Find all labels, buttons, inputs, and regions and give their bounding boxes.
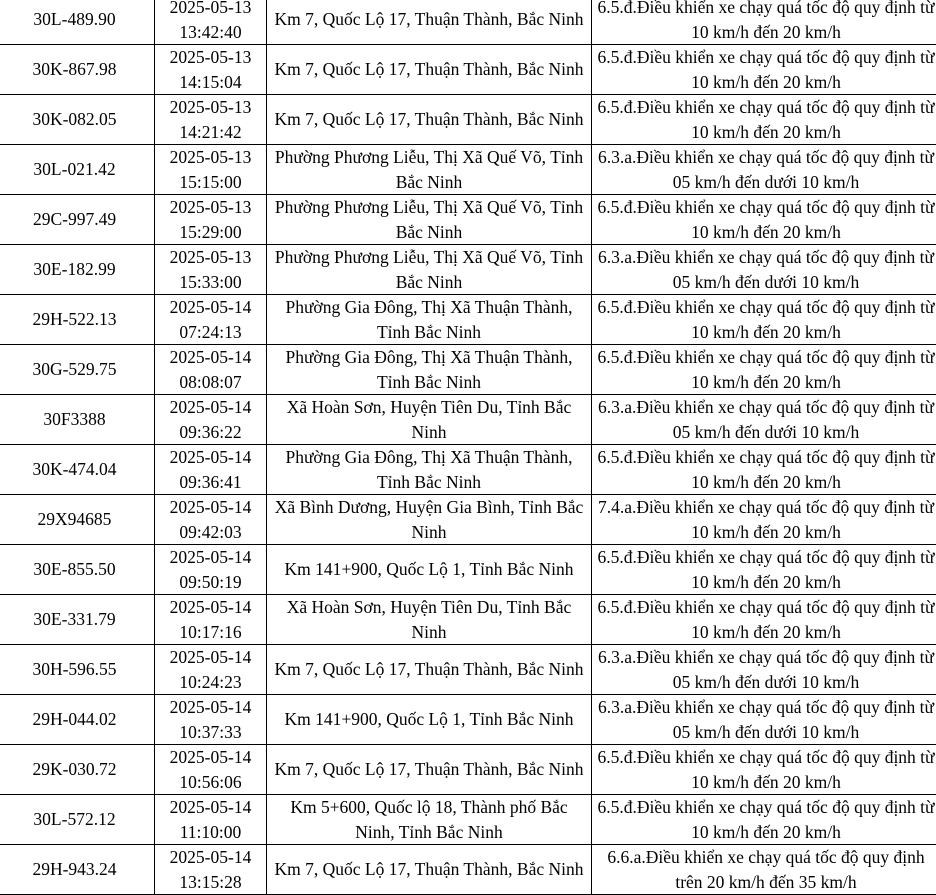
location-cell — [267, 0, 592, 45]
timestamp-cell — [155, 45, 267, 95]
location-cell — [267, 145, 592, 195]
violation-date: 2025-05-13 — [157, 245, 264, 270]
violation-description: 6.3.a.Điều khiển xe chạy quá tốc độ quy định từ 05 km/h đến dưới 10 km/h — [598, 647, 934, 692]
violation-time: 08:08:07 — [157, 370, 264, 395]
license-plate-cell — [0, 445, 155, 495]
license-plate: 30F3388 — [43, 409, 105, 429]
violation-description: 6.5.đ.Điều khiển xe chạy quá tốc độ quy định từ 10 km/h đến 20 km/h — [597, 597, 934, 642]
timestamp-cell — [155, 595, 267, 645]
license-plate-cell — [0, 495, 155, 545]
violation-location: Km 7, Quốc Lộ 17, Thuận Thành, Bắc Ninh — [275, 859, 584, 879]
table-row — [0, 745, 936, 795]
table-row — [0, 545, 936, 595]
license-plate: 30L-572.12 — [33, 809, 115, 829]
violation-cell — [592, 45, 936, 95]
table-row — [0, 695, 936, 745]
violation-time: 09:36:22 — [157, 420, 264, 445]
location-cell — [267, 745, 592, 795]
location-cell — [267, 445, 592, 495]
violation-time: 14:21:42 — [157, 120, 264, 145]
violation-date: 2025-05-14 — [157, 445, 264, 470]
violation-description: 6.5.đ.Điều khiển xe chạy quá tốc độ quy định từ 10 km/h đến 20 km/h — [597, 0, 934, 42]
license-plate-cell — [0, 595, 155, 645]
license-plate-cell — [0, 95, 155, 145]
violation-time: 09:42:03 — [157, 520, 264, 545]
violation-time: 09:36:41 — [157, 470, 264, 495]
violation-date: 2025-05-14 — [157, 295, 264, 320]
violation-description: 6.3.a.Điều khiển xe chạy quá tốc độ quy định từ 05 km/h đến dưới 10 km/h — [598, 147, 934, 192]
location-cell — [267, 195, 592, 245]
violation-description: 6.3.a.Điều khiển xe chạy quá tốc độ quy định từ 05 km/h đến dưới 10 km/h — [598, 697, 934, 742]
violation-cell — [592, 345, 936, 395]
violation-description: 6.6.a.Điều khiển xe chạy quá tốc độ quy định trên 20 km/h đến 35 km/h — [607, 847, 924, 892]
violation-description: 6.3.a.Điều khiển xe chạy quá tốc độ quy định từ 05 km/h đến dưới 10 km/h — [598, 247, 934, 292]
violation-date: 2025-05-13 — [157, 145, 264, 170]
violation-date: 2025-05-13 — [157, 45, 264, 70]
license-plate: 30E-331.79 — [33, 609, 115, 629]
violation-description: 6.5.đ.Điều khiển xe chạy quá tốc độ quy định từ 10 km/h đến 20 km/h — [597, 97, 934, 142]
table-row — [0, 645, 936, 695]
violation-cell — [592, 845, 936, 895]
violation-date: 2025-05-14 — [157, 495, 264, 520]
table-row — [0, 0, 936, 45]
violation-date: 2025-05-13 — [157, 195, 264, 220]
location-cell — [267, 395, 592, 445]
license-plate: 30K-474.04 — [32, 459, 116, 479]
table-row — [0, 795, 936, 845]
table-row — [0, 395, 936, 445]
license-plate: 30G-529.75 — [32, 359, 116, 379]
table-row — [0, 145, 936, 195]
violation-location: Xã Hoàn Sơn, Huyện Tiên Du, Tỉnh Bắc Ninh — [287, 597, 572, 642]
timestamp-cell — [155, 195, 267, 245]
license-plate-cell — [0, 695, 155, 745]
license-plate-cell — [0, 795, 155, 845]
location-cell — [267, 45, 592, 95]
violation-date: 2025-05-14 — [157, 595, 264, 620]
timestamp-cell — [155, 345, 267, 395]
violation-description: 6.5.đ.Điều khiển xe chạy quá tốc độ quy định từ 10 km/h đến 20 km/h — [597, 47, 934, 92]
table-row — [0, 845, 936, 895]
violation-cell — [592, 645, 936, 695]
violation-cell — [592, 95, 936, 145]
location-cell — [267, 695, 592, 745]
violation-cell — [592, 495, 936, 545]
violation-description: 6.5.đ.Điều khiển xe chạy quá tốc độ quy định từ 10 km/h đến 20 km/h — [597, 297, 934, 342]
license-plate-cell — [0, 545, 155, 595]
violation-location: Phường Phương Liễu, Thị Xã Quế Võ, Tỉnh Bắc Ninh — [275, 147, 583, 192]
timestamp-cell — [155, 95, 267, 145]
violation-description: 7.4.a.Điều khiển xe chạy quá tốc độ quy định từ 10 km/h đến 20 km/h — [598, 497, 934, 542]
violation-location: Phường Gia Đông, Thị Xã Thuận Thành, Tỉnh Bắc Ninh — [285, 347, 572, 392]
timestamp-cell — [155, 845, 267, 895]
violation-location: Km 5+600, Quốc lộ 18, Thành phố Bắc Ninh, Tỉnh Bắc Ninh — [290, 797, 567, 842]
violation-time: 13:15:28 — [157, 870, 264, 895]
violation-cell — [592, 795, 936, 845]
license-plate: 29K-030.72 — [32, 759, 116, 779]
violation-cell — [592, 245, 936, 295]
violation-date: 2025-05-14 — [157, 645, 264, 670]
violation-location: Km 7, Quốc Lộ 17, Thuận Thành, Bắc Ninh — [275, 759, 584, 779]
table-row — [0, 245, 936, 295]
location-cell — [267, 245, 592, 295]
violation-cell — [592, 695, 936, 745]
violation-description: 6.5.đ.Điều khiển xe chạy quá tốc độ quy định từ 10 km/h đến 20 km/h — [597, 797, 934, 842]
violation-date: 2025-05-14 — [157, 845, 264, 870]
location-cell — [267, 495, 592, 545]
table-row — [0, 595, 936, 645]
violation-cell — [592, 195, 936, 245]
license-plate: 29X94685 — [38, 509, 112, 529]
location-cell — [267, 345, 592, 395]
violation-date: 2025-05-14 — [157, 745, 264, 770]
violation-location: Phường Phương Liễu, Thị Xã Quế Võ, Tỉnh Bắc Ninh — [275, 197, 583, 242]
license-plate: 30E-855.50 — [33, 559, 115, 579]
license-plate: 29H-044.02 — [32, 709, 116, 729]
license-plate-cell — [0, 195, 155, 245]
violation-location: Km 7, Quốc Lộ 17, Thuận Thành, Bắc Ninh — [275, 659, 584, 679]
violation-description: 6.5.đ.Điều khiển xe chạy quá tốc độ quy định từ 10 km/h đến 20 km/h — [597, 547, 934, 592]
violation-location: Km 7, Quốc Lộ 17, Thuận Thành, Bắc Ninh — [275, 9, 584, 29]
license-plate: 30K-082.05 — [32, 109, 116, 129]
table-row — [0, 95, 936, 145]
timestamp-cell — [155, 245, 267, 295]
violation-location: Xã Hoàn Sơn, Huyện Tiên Du, Tỉnh Bắc Ninh — [287, 397, 572, 442]
violation-location: Xã Bình Dương, Huyện Gia Bình, Tỉnh Bắc Ninh — [275, 497, 584, 542]
table-row — [0, 445, 936, 495]
license-plate: 30H-596.55 — [32, 659, 116, 679]
table-row — [0, 195, 936, 245]
license-plate-cell — [0, 145, 155, 195]
violation-date: 2025-05-14 — [157, 545, 264, 570]
timestamp-cell — [155, 695, 267, 745]
license-plate-cell — [0, 745, 155, 795]
timestamp-cell — [155, 795, 267, 845]
violation-time: 15:33:00 — [157, 270, 264, 295]
violation-cell — [592, 745, 936, 795]
table-row — [0, 495, 936, 545]
violation-time: 15:29:00 — [157, 220, 264, 245]
timestamp-cell — [155, 145, 267, 195]
license-plate-cell — [0, 45, 155, 95]
license-plate: 30E-182.99 — [33, 259, 115, 279]
timestamp-cell — [155, 0, 267, 45]
violation-location: Km 141+900, Quốc Lộ 1, Tỉnh Bắc Ninh — [284, 709, 573, 729]
violation-date: 2025-05-14 — [157, 395, 264, 420]
timestamp-cell — [155, 395, 267, 445]
license-plate: 29H-943.24 — [32, 859, 116, 879]
violation-cell — [592, 0, 936, 45]
violation-time: 09:50:19 — [157, 570, 264, 595]
violation-location: Km 7, Quốc Lộ 17, Thuận Thành, Bắc Ninh — [275, 59, 584, 79]
violation-time: 14:15:04 — [157, 70, 264, 95]
license-plate-cell — [0, 645, 155, 695]
violation-description: 6.5.đ.Điều khiển xe chạy quá tốc độ quy định từ 10 km/h đến 20 km/h — [597, 347, 934, 392]
location-cell — [267, 95, 592, 145]
violation-cell — [592, 145, 936, 195]
violation-date: 2025-05-13 — [157, 95, 264, 120]
violation-time: 13:42:40 — [157, 20, 264, 45]
license-plate-cell — [0, 845, 155, 895]
location-cell — [267, 295, 592, 345]
violation-time: 10:17:16 — [157, 620, 264, 645]
violation-location: Phường Gia Đông, Thị Xã Thuận Thành, Tỉnh Bắc Ninh — [285, 447, 572, 492]
license-plate-cell — [0, 0, 155, 45]
license-plate-cell — [0, 345, 155, 395]
violation-cell — [592, 595, 936, 645]
license-plate: 29H-522.13 — [32, 309, 116, 329]
violation-time: 10:37:33 — [157, 720, 264, 745]
timestamp-cell — [155, 745, 267, 795]
violation-time: 10:24:23 — [157, 670, 264, 695]
violation-location: Km 141+900, Quốc Lộ 1, Tỉnh Bắc Ninh — [284, 559, 573, 579]
location-cell — [267, 645, 592, 695]
license-plate-cell — [0, 295, 155, 345]
violation-description: 6.5.đ.Điều khiển xe chạy quá tốc độ quy định từ 10 km/h đến 20 km/h — [597, 747, 934, 792]
violation-time: 15:15:00 — [157, 170, 264, 195]
license-plate-cell — [0, 245, 155, 295]
violation-date: 2025-05-14 — [157, 345, 264, 370]
violation-time: 11:10:00 — [157, 820, 264, 845]
table-row — [0, 45, 936, 95]
violation-description: 6.5.đ.Điều khiển xe chạy quá tốc độ quy định từ 10 km/h đến 20 km/h — [597, 447, 934, 492]
license-plate: 30K-867.98 — [32, 59, 116, 79]
violation-description: 6.5.đ.Điều khiển xe chạy quá tốc độ quy định từ 10 km/h đến 20 km/h — [597, 197, 934, 242]
violation-description: 6.3.a.Điều khiển xe chạy quá tốc độ quy định từ 05 km/h đến dưới 10 km/h — [598, 397, 934, 442]
violation-cell — [592, 295, 936, 345]
violation-date: 2025-05-14 — [157, 795, 264, 820]
license-plate: 29C-997.49 — [33, 209, 116, 229]
violation-time: 10:56:06 — [157, 770, 264, 795]
table-row — [0, 295, 936, 345]
violation-cell — [592, 545, 936, 595]
violation-location: Km 7, Quốc Lộ 17, Thuận Thành, Bắc Ninh — [275, 109, 584, 129]
timestamp-cell — [155, 545, 267, 595]
violation-location: Phường Phương Liễu, Thị Xã Quế Võ, Tỉnh Bắc Ninh — [275, 247, 583, 292]
table-row — [0, 345, 936, 395]
license-plate-cell — [0, 395, 155, 445]
timestamp-cell — [155, 645, 267, 695]
violation-cell — [592, 395, 936, 445]
location-cell — [267, 845, 592, 895]
violation-date: 2025-05-13 — [157, 0, 264, 20]
license-plate: 30L-021.42 — [33, 159, 115, 179]
license-plate: 30L-489.90 — [33, 9, 115, 29]
violation-time: 07:24:13 — [157, 320, 264, 345]
violation-location: Phường Gia Đông, Thị Xã Thuận Thành, Tỉnh Bắc Ninh — [285, 297, 572, 342]
timestamp-cell — [155, 495, 267, 545]
location-cell — [267, 545, 592, 595]
violation-date: 2025-05-14 — [157, 695, 264, 720]
location-cell — [267, 595, 592, 645]
timestamp-cell — [155, 445, 267, 495]
timestamp-cell — [155, 295, 267, 345]
location-cell — [267, 795, 592, 845]
violation-cell — [592, 445, 936, 495]
